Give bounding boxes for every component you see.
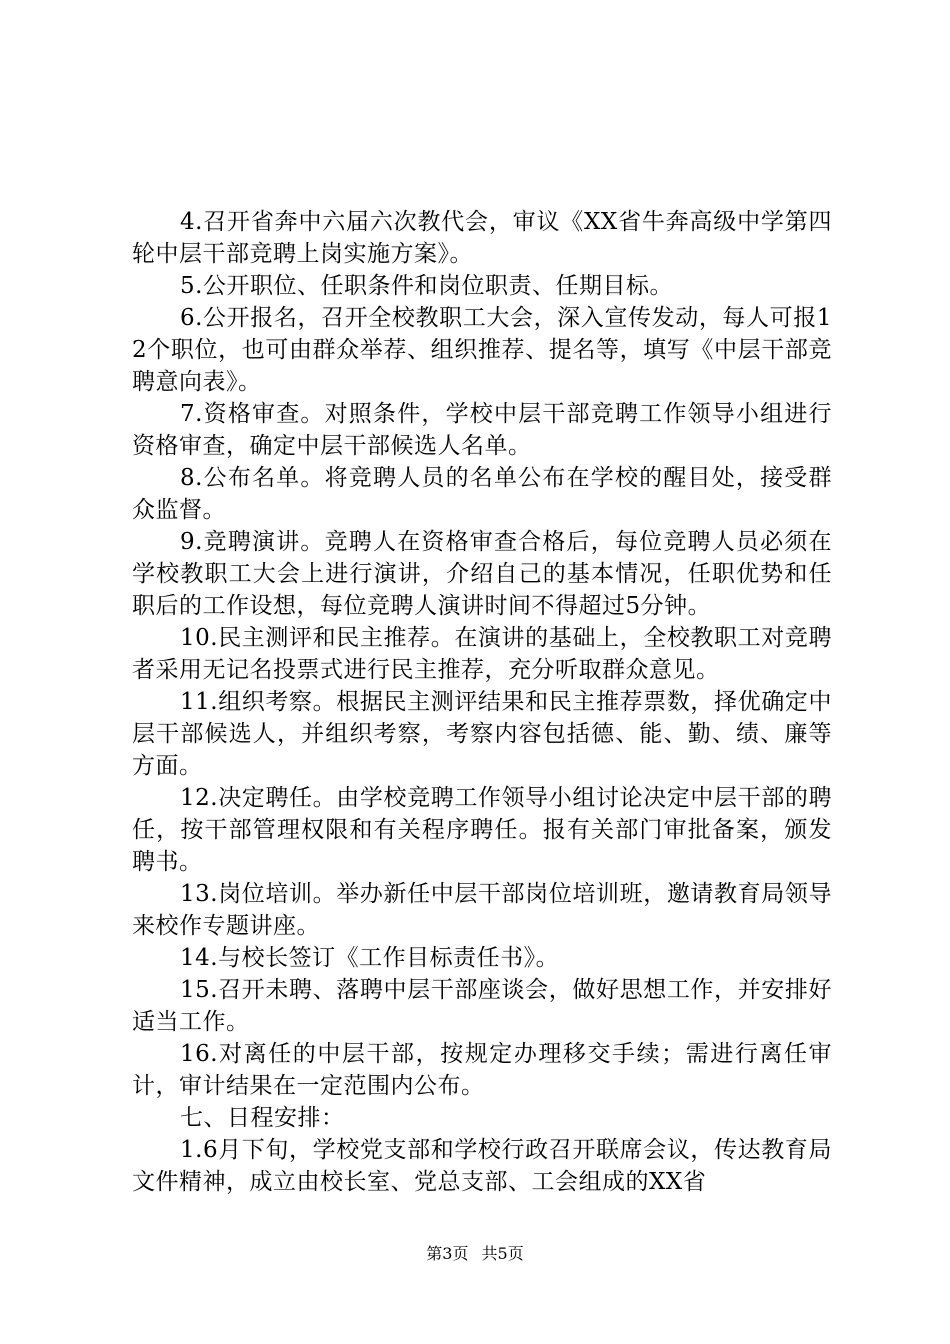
paragraph-14: 14.与校长签订《工作目标责任书》。 (180, 945, 560, 971)
paragraph-16: 16.对离任的中层干部，按规定办理移交手续；需进行离任审计，审计结果在一定范围内公布。 (132, 1041, 832, 1099)
paragraph-15: 15.召开未聘、落聘中层干部座谈会，做好思想工作，并安排好适当工作。 (132, 977, 832, 1035)
paragraph-8: 8.公布名单。将竞聘人员的名单公布在学校的醒目处，接受群众监督。 (132, 465, 832, 523)
page-number: 第3页 (426, 1244, 469, 1263)
paragraph-5: 5.公开职位、任职条件和岗位职责、任期目标。 (180, 273, 673, 299)
section-heading-schedule: 七、日程安排： (180, 1105, 345, 1131)
paragraph-13: 13.岗位培训。举办新任中层干部岗位培训班，邀请教育局领导来校作专题讲座。 (132, 881, 832, 939)
paragraph-schedule-1: 1.6月下旬，学校党支部和学校行政召开联席会议，传达教育局文件精神，成立由校长室、党总支部、工会组成的XX省 (132, 1137, 832, 1195)
paragraph-12: 12.决定聘任。由学校竞聘工作领导小组讨论决定中层干部的聘任，按干部管理权限和有关程序聘任。报有关部门审批备案，颁发聘书。 (132, 785, 832, 875)
paragraph-10: 10.民主测评和民主推荐。在演讲的基础上，全校教职工对竞聘者采用无记名投票式进行民主推荐，充分听取群众意见。 (132, 625, 832, 683)
page-total: 共5页 (481, 1244, 524, 1263)
document-body (132, 206, 832, 1198)
paragraph-7: 7.资格审查。对照条件，学校中层干部竞聘工作领导小组进行资格审查，确定中层干部候选人名单。 (132, 401, 832, 459)
page-footer (0, 1244, 950, 1264)
paragraph-9: 9.竞聘演讲。竞聘人在资格审查合格后，每位竞聘人员必须在学校教职工大会上进行演讲，介绍自己的基本情况，任职优势和任职后的工作设想，每位竞聘人演讲时间不得超过5分钟。 (132, 529, 832, 619)
paragraph-4: 4.召开省奔中六届六次教代会，审议《XX省牛奔高级中学第四轮中层干部竞聘上岗实施方案》。 (132, 209, 832, 267)
paragraph-6: 6.公开报名，召开全校教职工大会，深入宣传发动，每人可报12个职位，也可由群众举荐、组织推荐、提名等，填写《中层干部竞聘意向表》。 (132, 305, 832, 395)
paragraph-11: 11.组织考察。根据民主测评结果和民主推荐票数，择优确定中层干部候选人，并组织考察，考察内容包括德、能、勤、绩、廉等方面。 (132, 689, 832, 779)
